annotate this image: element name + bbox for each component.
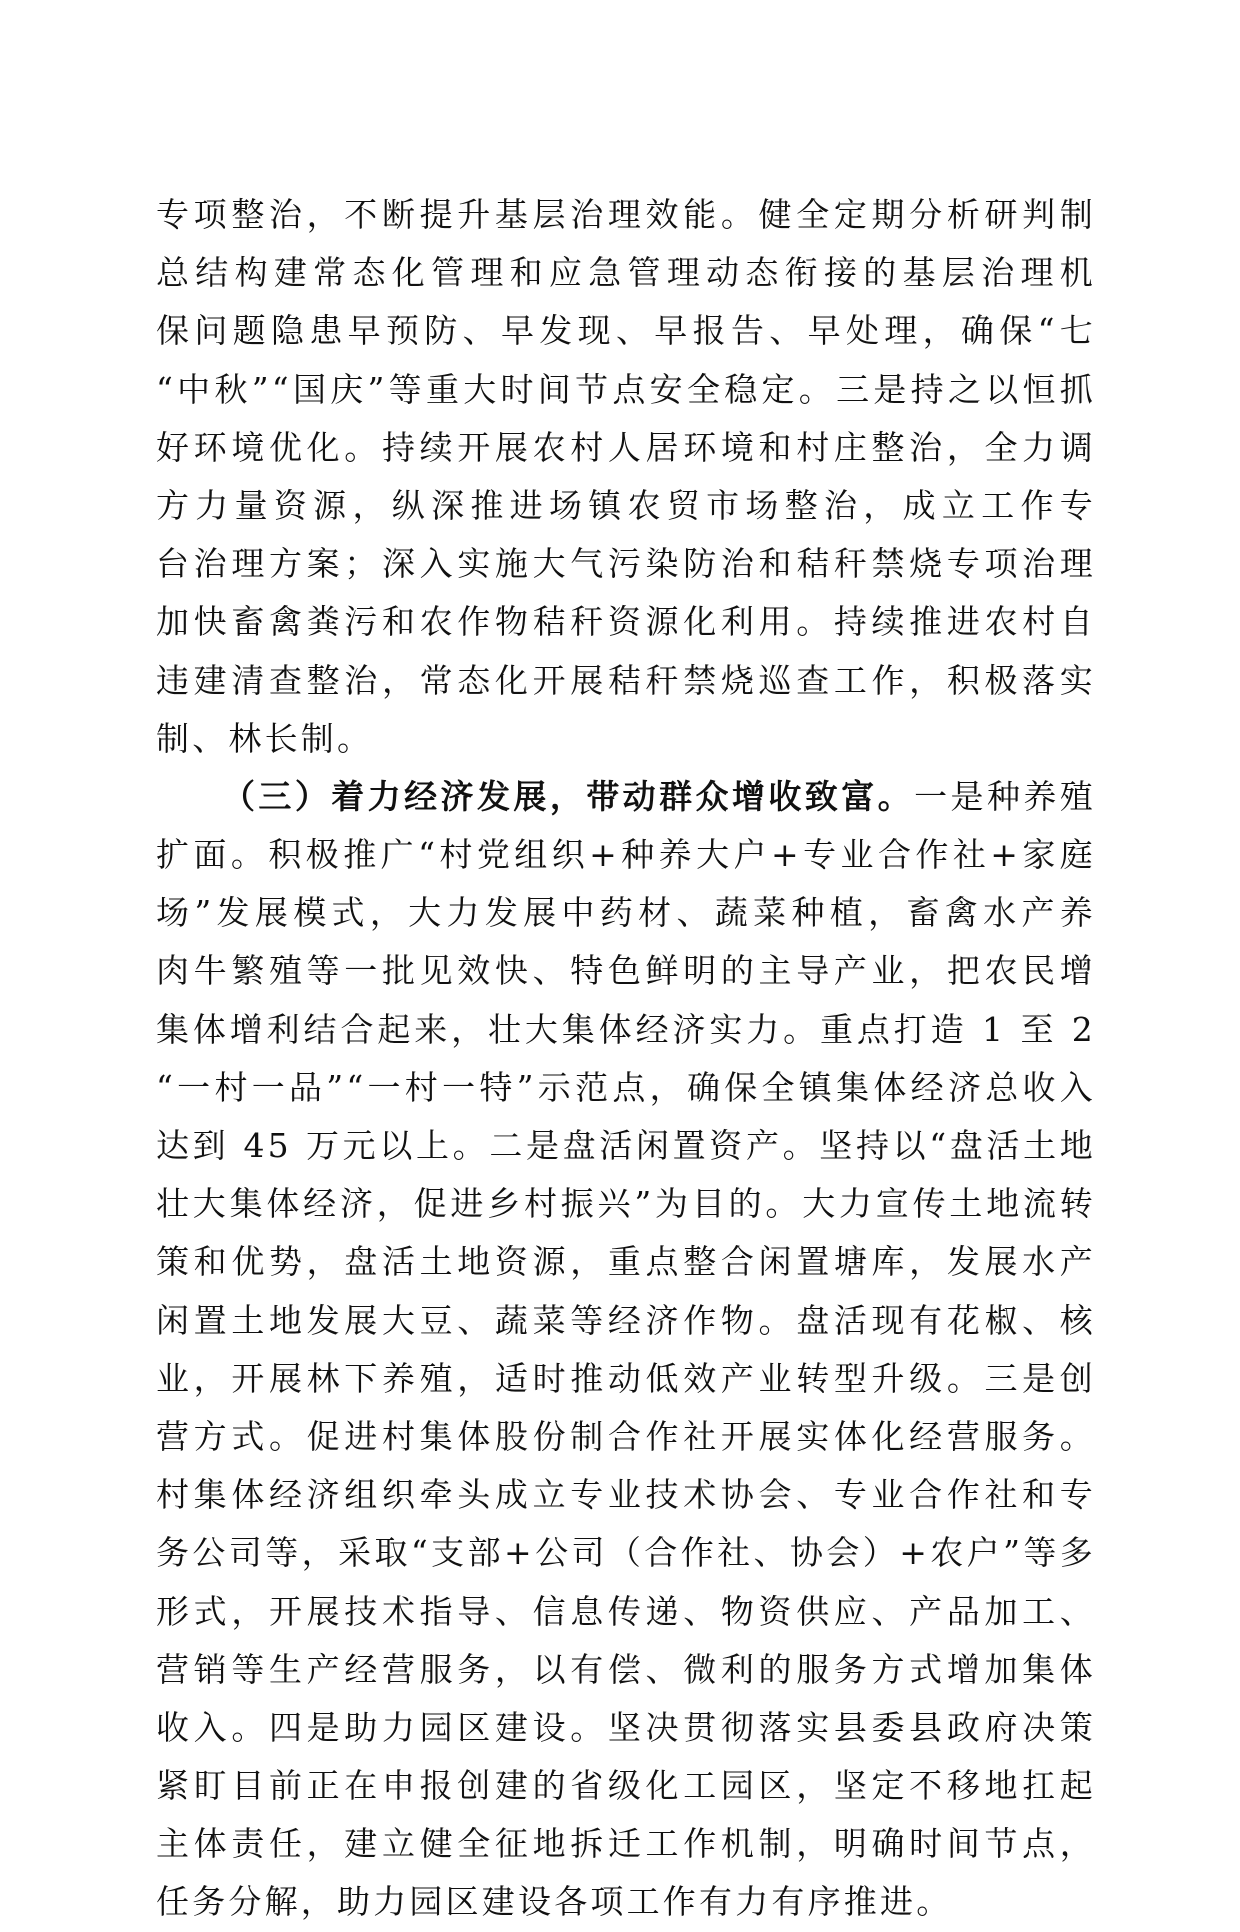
text-line bbox=[156, 1059, 1096, 1117]
text-segment: 达到 45 万元以上。二是盘活闲置资产。坚持以“盘活土地 bbox=[156, 1126, 1096, 1165]
text-segment: 违建清查整治，常态化开展秸秆禁烧巡查工作，积极落实 bbox=[156, 660, 1096, 700]
text-line bbox=[156, 1757, 1096, 1815]
text-line bbox=[156, 1641, 1096, 1699]
text-segment: 营销等生产经营服务，以有偿、微利的服务方式增加集体 bbox=[156, 1649, 1096, 1689]
text-segment: 务公司等，采取“支部+公司（合作社、协会）+农户”等多 bbox=[156, 1533, 1096, 1573]
text-line bbox=[156, 1233, 1096, 1291]
text-line bbox=[156, 593, 1096, 651]
text-line bbox=[156, 419, 1096, 477]
text-segment: “中秋”“国庆”等重大时间节点安全稳定。三是持之以恒抓 bbox=[156, 369, 1096, 409]
text-segment: 任务分解，助力园区建设各项工作有力有序推进。 bbox=[156, 1882, 953, 1922]
text-segment: 肉牛繁殖等一批见效快、特色鲜明的主导产业，把农民增 bbox=[156, 951, 1096, 991]
text-segment: 主体责任，建立健全征地拆迁工作机制，明确时间节点， bbox=[156, 1824, 1096, 1864]
text-line bbox=[156, 1408, 1096, 1466]
text-segment: 形式，开展技术指导、信息传递、物资供应、产品加工、 bbox=[156, 1591, 1096, 1631]
text-segment: 村集体经济组织牵头成立专业技术协会、专业合作社和专 bbox=[156, 1475, 1096, 1515]
text-line bbox=[156, 535, 1096, 593]
text-line bbox=[156, 1815, 1096, 1873]
text-line bbox=[156, 826, 1096, 884]
text-segment: 壮大集体经济，促进乡村振兴”为目的。大力宣传土地流转 bbox=[156, 1184, 1096, 1224]
text-line bbox=[156, 1117, 1096, 1175]
text-line bbox=[156, 1699, 1096, 1757]
text-segment: 方力量资源，纵深推进场镇农贸市场整治，成立工作专 bbox=[156, 485, 1096, 525]
text-line bbox=[156, 477, 1096, 535]
text-segment: 加快畜禽粪污和农作物秸秆资源化利用。持续推进农村自 bbox=[156, 602, 1096, 642]
text-line bbox=[156, 1524, 1096, 1582]
text-line bbox=[156, 1583, 1096, 1641]
text-line bbox=[156, 302, 1096, 360]
text-segment: 制、林长制。 bbox=[156, 718, 374, 758]
text-line bbox=[156, 1350, 1096, 1408]
text-segment: 台治理方案；深入实施大气污染防治和秸秆禁烧专项治理 bbox=[156, 544, 1096, 584]
text-line bbox=[156, 710, 1096, 768]
text-segment: 紧盯目前正在申报创建的省级化工园区，坚定不移地扛起 bbox=[156, 1766, 1096, 1806]
text-segment: 策和优势，盘活土地资源，重点整合闲置塘库，发展水产 bbox=[156, 1242, 1096, 1282]
text-segment: 一是种养殖 bbox=[914, 776, 1096, 816]
text-segment: 保问题隐患早预防、早发现、早报告、早处理，确保“七 bbox=[156, 311, 1096, 351]
text-line bbox=[156, 186, 1096, 244]
text-segment: “一村一品”“一村一特”示范点，确保全镇集体经济总收入 bbox=[156, 1067, 1096, 1107]
text-segment: 扩面。积极推广“村党组织+种养大户+专业合作社+家庭 bbox=[156, 835, 1096, 875]
text-line bbox=[156, 942, 1096, 1000]
text-line bbox=[156, 1001, 1096, 1059]
text-segment: 总结构建常态化管理和应急管理动态衔接的基层治理机 bbox=[156, 253, 1096, 293]
text-segment: 闲置土地发展大豆、蔬菜等经济作物。盘活现有花椒、核 bbox=[156, 1300, 1096, 1340]
text-line bbox=[156, 244, 1096, 302]
text-line bbox=[156, 652, 1096, 710]
text-line bbox=[156, 1873, 1096, 1931]
body-text bbox=[156, 186, 1096, 1932]
text-segment: 好环境优化。持续开展农村人居环境和村庄整治，全力调 bbox=[156, 427, 1096, 467]
text-segment: 集体增利结合起来，壮大集体经济实力。重点打造 1 至 2 bbox=[156, 1009, 1096, 1049]
text-line bbox=[156, 1466, 1096, 1524]
text-segment: 营方式。促进村集体股份制合作社开展实体化经营服务。 bbox=[156, 1416, 1096, 1456]
text-line bbox=[156, 1292, 1096, 1350]
text-segment: 场”发展模式，大力发展中药材、蔬菜种植，畜禽水产养 bbox=[156, 893, 1096, 933]
text-segment: 收入。四是助力园区建设。坚决贯彻落实县委县政府决策 bbox=[156, 1707, 1096, 1747]
text-line bbox=[156, 1175, 1096, 1233]
text-line bbox=[156, 361, 1096, 419]
section-heading: （三）着力经济发展，带动群众增收致富。 bbox=[222, 776, 915, 816]
text-line bbox=[156, 884, 1096, 942]
text-line bbox=[156, 768, 1096, 826]
text-segment: 专项整治，不断提升基层治理效能。健全定期分析研判制 bbox=[156, 195, 1096, 234]
text-segment: 业，开展林下养殖，适时推动低效产业转型升级。三是创 bbox=[156, 1358, 1096, 1398]
